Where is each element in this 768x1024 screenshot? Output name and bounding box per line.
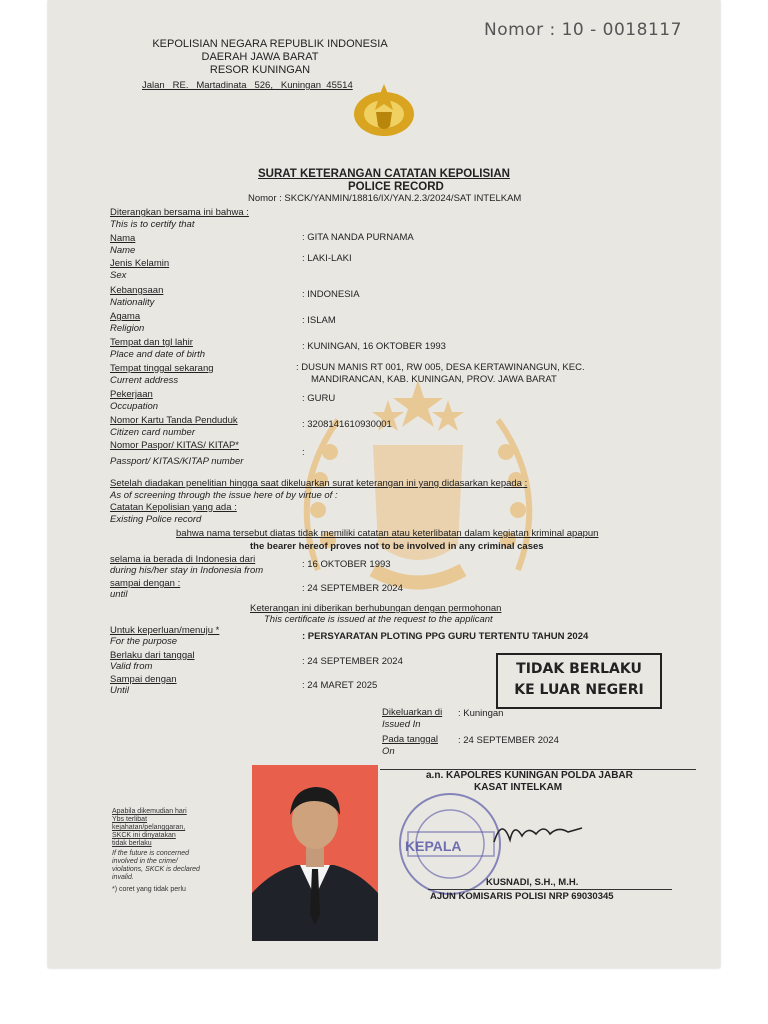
footnote-id-4: SKCK ini dinyatakan (112, 832, 176, 839)
screening-text-en: As of screening through the issue here of by virtue of : (110, 490, 338, 501)
police-emblem-logo-icon (348, 82, 420, 140)
field-value-address: : DUSUN MANIS RT 001, RW 005, DESA KERTAWINANGUN, KEC. (296, 362, 585, 373)
field-label-birth: Tempat dan tgl lahir (110, 337, 193, 348)
purpose-label: Untuk keperluan/menuju * (110, 625, 220, 636)
valid-from-label: Berlaku dari tanggal (110, 650, 195, 661)
footnote-en-3: violations, SKCK is declared (112, 866, 200, 873)
stay-from-label-en: during his/her stay in Indonesia from (110, 565, 264, 576)
field-value-id-card: : 3208141610930001 (302, 419, 392, 430)
document-paper (48, 0, 720, 968)
field-label-sex-en: Sex (110, 270, 127, 281)
field-value-nationality: : INDONESIA (302, 289, 360, 300)
handwritten-signature-icon (488, 812, 588, 852)
doc-reference-number: Nomor : SKCK/YANMIN/18816/IX/YAN.2.3/2024/SAT INTELKAM (248, 193, 522, 204)
record-statement-en: the bearer hereof proves not to be involved in any criminal cases (250, 541, 544, 552)
doc-title: SURAT KETERANGAN CATATAN KEPOLISIAN (258, 168, 510, 180)
valid-until-label-en: Until (110, 685, 130, 696)
signature-line-2: KASAT INTELKAM (474, 782, 563, 793)
field-label-id-card-en: Citizen card number (110, 427, 196, 438)
field-label-sex: Jenis Kelamin (110, 258, 170, 269)
issued-at-label-en: Issued In (382, 719, 421, 730)
doc-title-en: POLICE RECORD (348, 181, 444, 193)
footnote-en-4: invalid. (112, 874, 134, 881)
given-text-en: This certificate is issued at the request to the applicant (264, 614, 493, 625)
signatory-name: KUSNADI, S.H., M.H. (486, 877, 579, 888)
field-value-name: : GITA NANDA PURNAMA (302, 232, 414, 243)
signature-line-1: a.n. KAPOLRES KUNINGAN POLDA JABAR (426, 770, 633, 781)
header-resort: RESOR KUNINGAN (209, 64, 311, 76)
footnote-en-1: If the future is concerned (112, 850, 190, 857)
field-value-religion: : ISLAM (302, 315, 336, 326)
field-value-address-line2: MANDIRANCAN, KAB. KUNINGAN, PROV. JAWA BARAT (311, 374, 557, 385)
signature-name-rule (428, 889, 672, 890)
seal-text: KEPALA (405, 838, 462, 854)
issued-at-value: : Kuningan (458, 708, 504, 719)
field-value-birth: : KUNINGAN, 16 OKTOBER 1993 (302, 341, 446, 352)
field-label-nationality-en: Nationality (110, 297, 155, 308)
purpose-label-en: For the purpose (110, 636, 178, 647)
field-label-religion: Agama (110, 311, 141, 322)
person-portrait-icon (252, 765, 378, 941)
stay-until-value: : 24 SEPTEMBER 2024 (302, 583, 403, 594)
stamp-line-2: KE LUAR NEGERI (514, 682, 644, 698)
field-label-passport: Nomor Paspor/ KITAS/ KITAP* (110, 440, 239, 451)
field-label-passport-en: Passport/ KITAS/KITAP number (110, 456, 244, 467)
field-value-sex: : LAKI-LAKI (302, 253, 352, 264)
field-label-name-en: Name (110, 245, 136, 256)
not-valid-abroad-stamp (496, 653, 662, 709)
footnote-id-1: Apabila dikemudian hari (112, 808, 187, 815)
field-value-occupation: : GURU (302, 393, 336, 404)
screening-text: Setelah diadakan penelitian hingga saat dikeluarkan surat keterangan ini yang didasarkan kepada : (110, 478, 528, 489)
header-region: DAERAH JAWA BARAT (201, 51, 319, 63)
issued-on-label-en: On (382, 746, 395, 757)
valid-from-label-en: Valid from (110, 661, 153, 672)
field-label-nationality: Kebangsaan (110, 285, 164, 296)
valid-until-label: Sampai dengan (110, 674, 177, 685)
field-label-occupation-en: Occupation (110, 401, 159, 412)
footnote-id-2: Ybs terlibat (112, 816, 148, 823)
record-statement: bahwa nama tersebut diatas tidak memiliki catatan atau keterlibatan dalam kegiatan kriminal apapun (176, 528, 599, 539)
field-label-occupation: Pekerjaan (110, 389, 153, 400)
stay-from-label: selama ia berada di Indonesia dari (110, 554, 256, 565)
header-address: Jalan RE. Martadinata 526, Kuningan 45514 (142, 80, 353, 91)
stay-until-label: sampai dengan : (110, 578, 181, 589)
field-label-address: Tempat tinggal sekarang (110, 363, 214, 374)
stay-until-label-en: until (110, 589, 128, 600)
issued-at-label: Dikeluarkan di (382, 707, 443, 718)
document-number: Nomor : 10 - 0018117 (484, 20, 682, 40)
footnote-id-3: kejahatan/pelanggaran, (112, 824, 186, 831)
valid-from-value: : 24 SEPTEMBER 2024 (302, 656, 403, 667)
stay-from-value: : 16 OKTOBER 1993 (302, 559, 391, 570)
footnote-id-5: tidak berlaku (112, 840, 152, 847)
issued-on-value: : 24 SEPTEMBER 2024 (458, 735, 559, 746)
intro-text-en: This is to certify that (110, 219, 195, 230)
record-label: Catatan Kepolisian yang ada : (110, 502, 237, 513)
stamp-line-1: TIDAK BERLAKU (516, 661, 642, 677)
field-label-id-card: Nomor Kartu Tanda Penduduk (110, 415, 238, 426)
given-text: Keterangan ini diberikan berhubungan dengan permohonan (250, 603, 502, 614)
field-label-address-en: Current address (110, 375, 179, 386)
field-label-religion-en: Religion (110, 323, 145, 334)
header-institution: KEPOLISIAN NEGARA REPUBLIK INDONESIA (152, 38, 388, 50)
field-label-name: Nama (110, 233, 136, 244)
field-value-passport: : (302, 447, 305, 458)
issued-on-label: Pada tanggal (382, 734, 438, 745)
signatory-rank: AJUN KOMISARIS POLISI NRP 69030345 (430, 891, 614, 902)
purpose-value: : PERSYARATAN PLOTING PPG GURU TERTENTU TAHUN 2024 (302, 631, 589, 642)
footnote-en-2: involved in the crime/ (112, 858, 178, 865)
intro-text: Diterangkan bersama ini bahwa : (110, 207, 249, 218)
record-label-en: Existing Police record (110, 514, 202, 525)
footnote-note: *) coret yang tidak perlu (112, 886, 186, 893)
applicant-photo (252, 765, 378, 941)
field-label-birth-en: Place and date of birth (110, 349, 206, 360)
valid-until-value: : 24 MARET 2025 (302, 680, 378, 691)
